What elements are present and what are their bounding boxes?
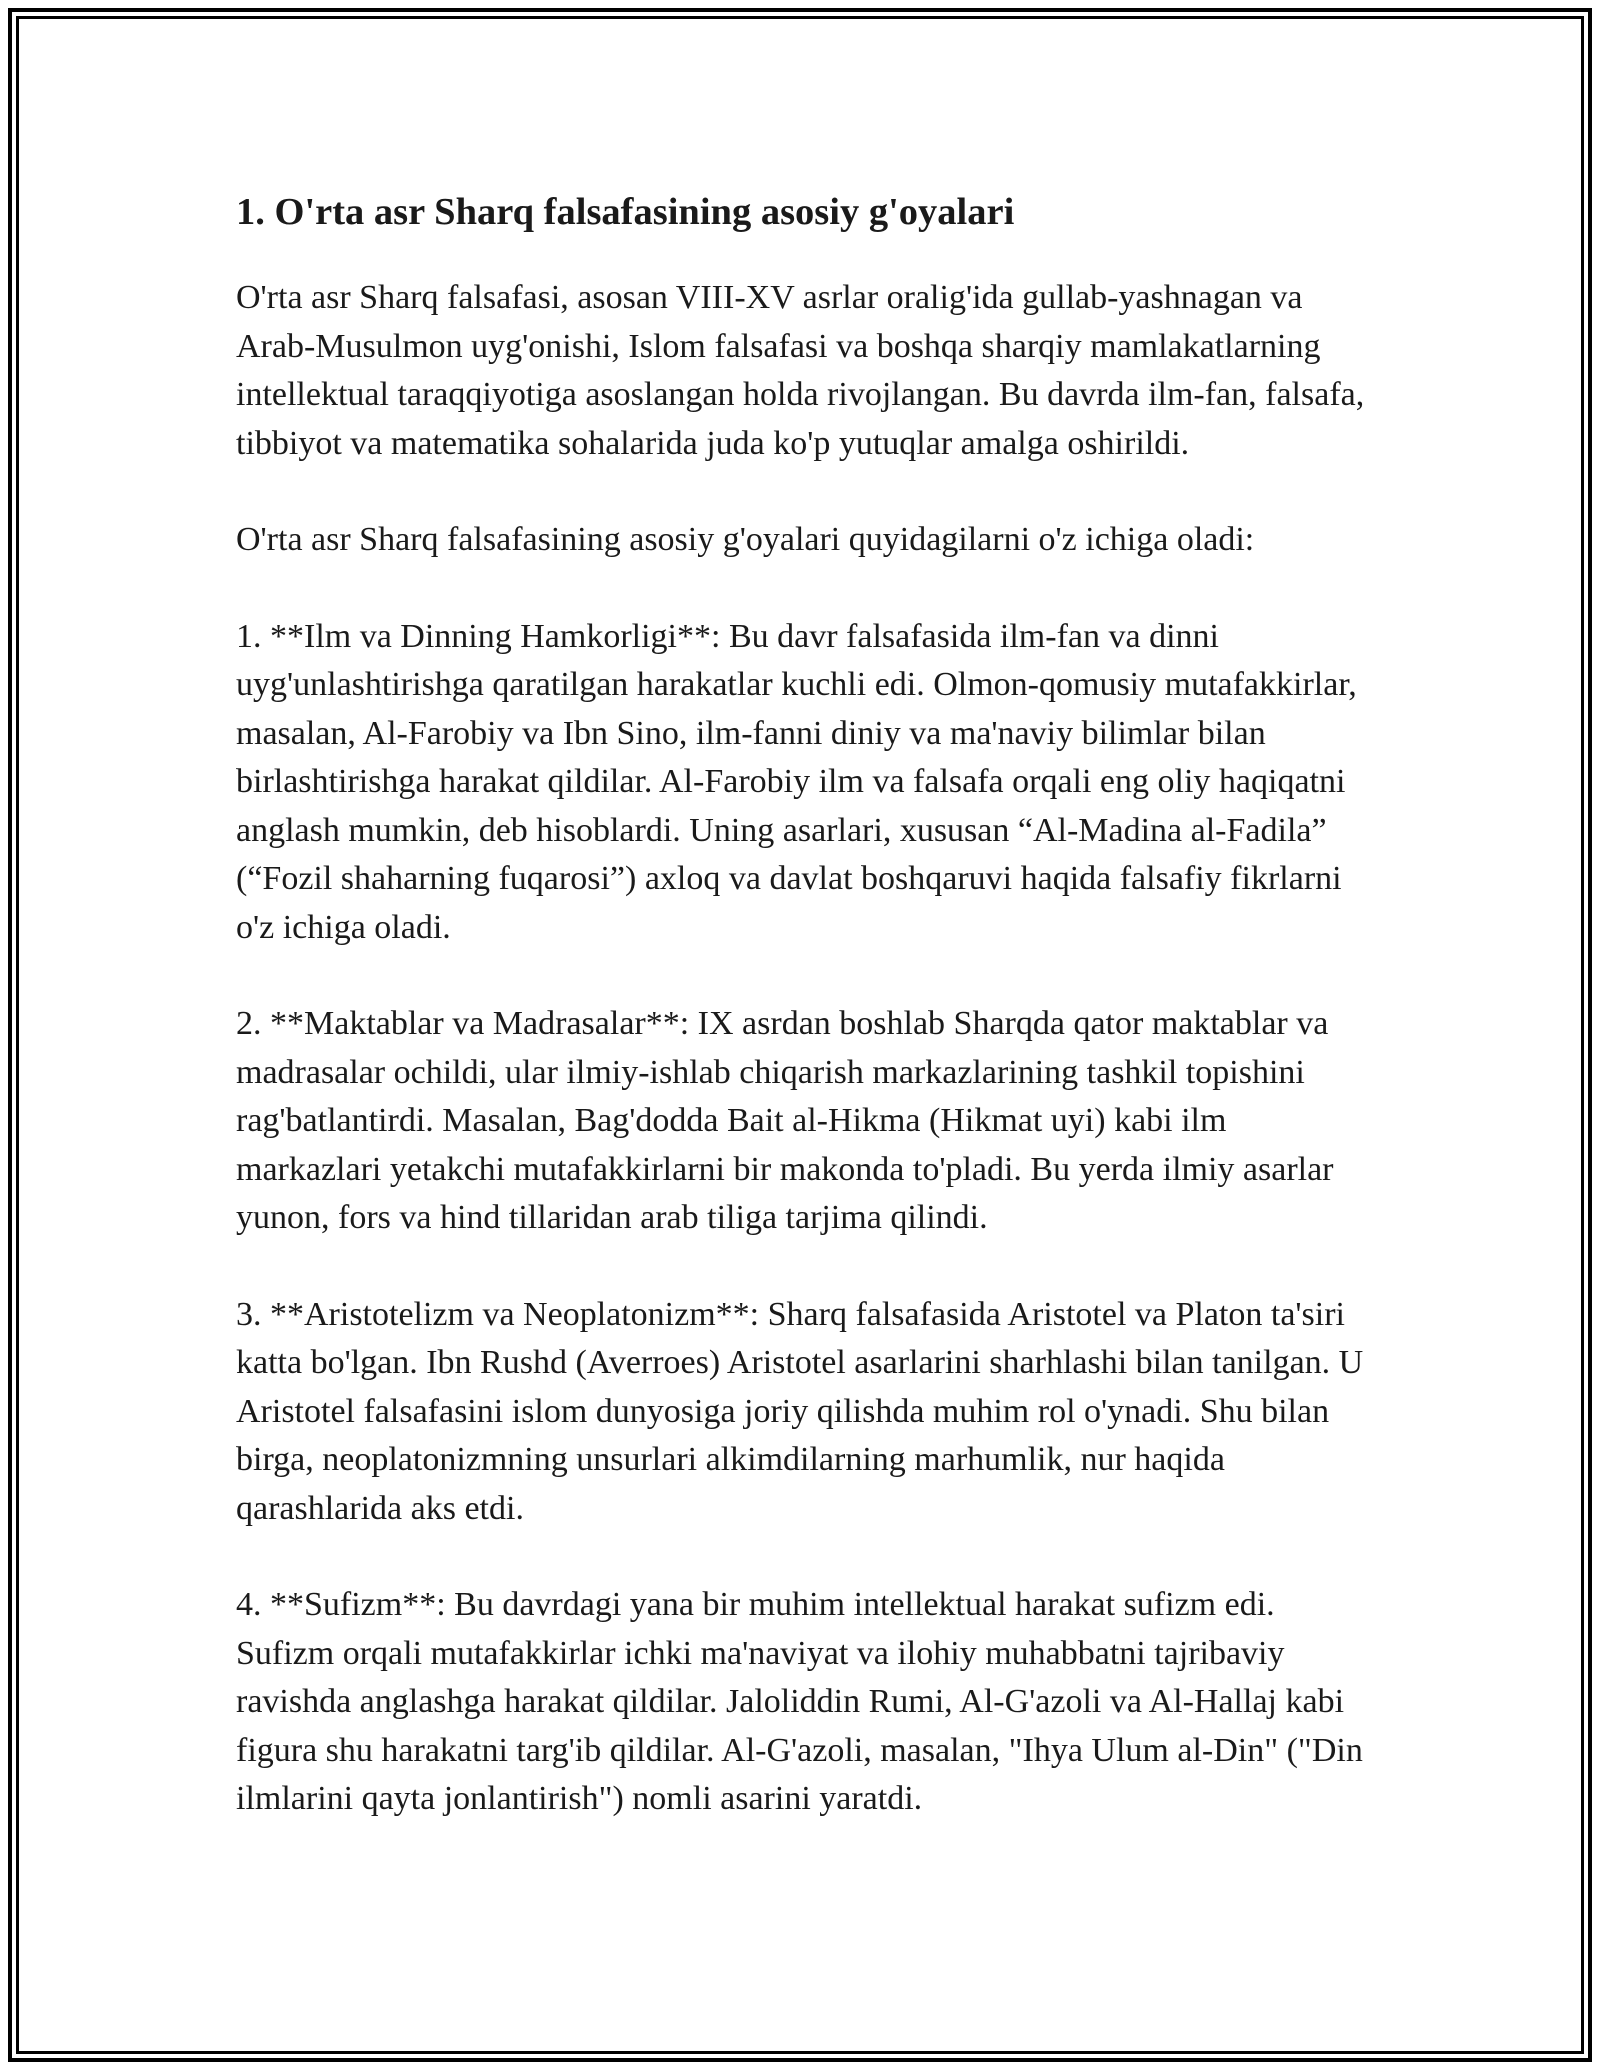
paragraph-item-3: 3. **Aristotelizm va Neoplatonizm**: Sharq falsafasida Aristotel va Platon ta'siri katta bo'lgan. Ibn Rushd (Averroes) Aristotel asarlarini sharhlashi bilan tanilgan. U Aristotel falsafasini islom dunyosiga joriy qilishda muhim rol o'ynadi. Shu bilan birga, neoplatonizmning unsurlari alkimdilarning marhumlik, nur haqida qarashlarida aks etdi.	[236, 1295, 1364, 1527]
document-body	[236, 184, 1376, 1872]
paragraph-intro: O'rta asr Sharq falsafasi, asosan VIII-XV asrlar oralig'ida gullab-yashnagan va Arab-Musulmon uyg'onishi, Islom falsafasi va boshqa sharqiy mamlakatlarning intellektual taraqqiyotiga asoslangan holda rivojlangan. Bu davrda ilm-fan, falsafa, tibbiyot va matematika sohalarida juda ko'p yutuqlar amalga oshirildi.	[236, 279, 1365, 462]
paragraph-item-1: 1. **Ilm va Dinning Hamkorligi**: Bu davr falsafasida ilm-fan va dinni uyg'unlashtirishga qaratilgan harakatlar kuchli edi. Olmon-qomusiy mutafakkirlar, masalan, Al-Farobiy va Ibn Sino, ilm-fanni diniy va ma'naviy bilimlar bilan birlashtirishga harakat qildilar. Al-Farobiy ilm va falsafa orqali eng oliy haqiqatni anglash mumkin, deb hisoblardi. Uning asarlari, xususan “Al-Madina al-Fadila” (“Fozil shaharning fuqarosi”) axloq va davlat boshqaruvi haqida falsafiy fikrlarni o'z ichiga oladi.	[236, 617, 1357, 946]
paragraph-item-4: 4. **Sufizm**: Bu davrdagi yana bir muhim intellektual harakat sufizm edi. Sufizm orqali mutafakkirlar ichki ma'naviyat va ilohiy muhabbatni tajribaviy ravishda anglashga harakat qildilar. Jaloliddin Rumi, Al-G'azoli va Al-Hallaj kabi figura shu harakatni targ'ib qildilar. Al-G'azoli, masalan, "Ihya Ulum al-Din" ("Din ilmlarini qayta jonlantirish") nomli asarini yaratdi.	[236, 1586, 1363, 1817]
document-title: 1. O'rta asr Sharq falsafasining asosiy g'oyalari	[236, 191, 1015, 233]
paragraph-item-2: 2. **Maktablar va Madrasalar**: IX asrdan boshlab Sharqda qator maktablar va madrasalar ochildi, ular ilmiy-ishlab chiqarish markazlarining tashkil topishini rag'batlantirdi. Masalan, Bag'dodda Bait al-Hikma (Hikmat uyi) kabi ilm markazlari yetakchi mutafakkirlarni bir makonda to'pladi. Bu yerda ilmiy asarlar yunon, fors va hind tillaridan arab tiliga tarjima qilindi.	[236, 1005, 1334, 1236]
paragraph-lead-in: O'rta asr Sharq falsafasining asosiy g'oyalari quyidagilarni o'z ichiga oladi:	[236, 521, 1255, 558]
